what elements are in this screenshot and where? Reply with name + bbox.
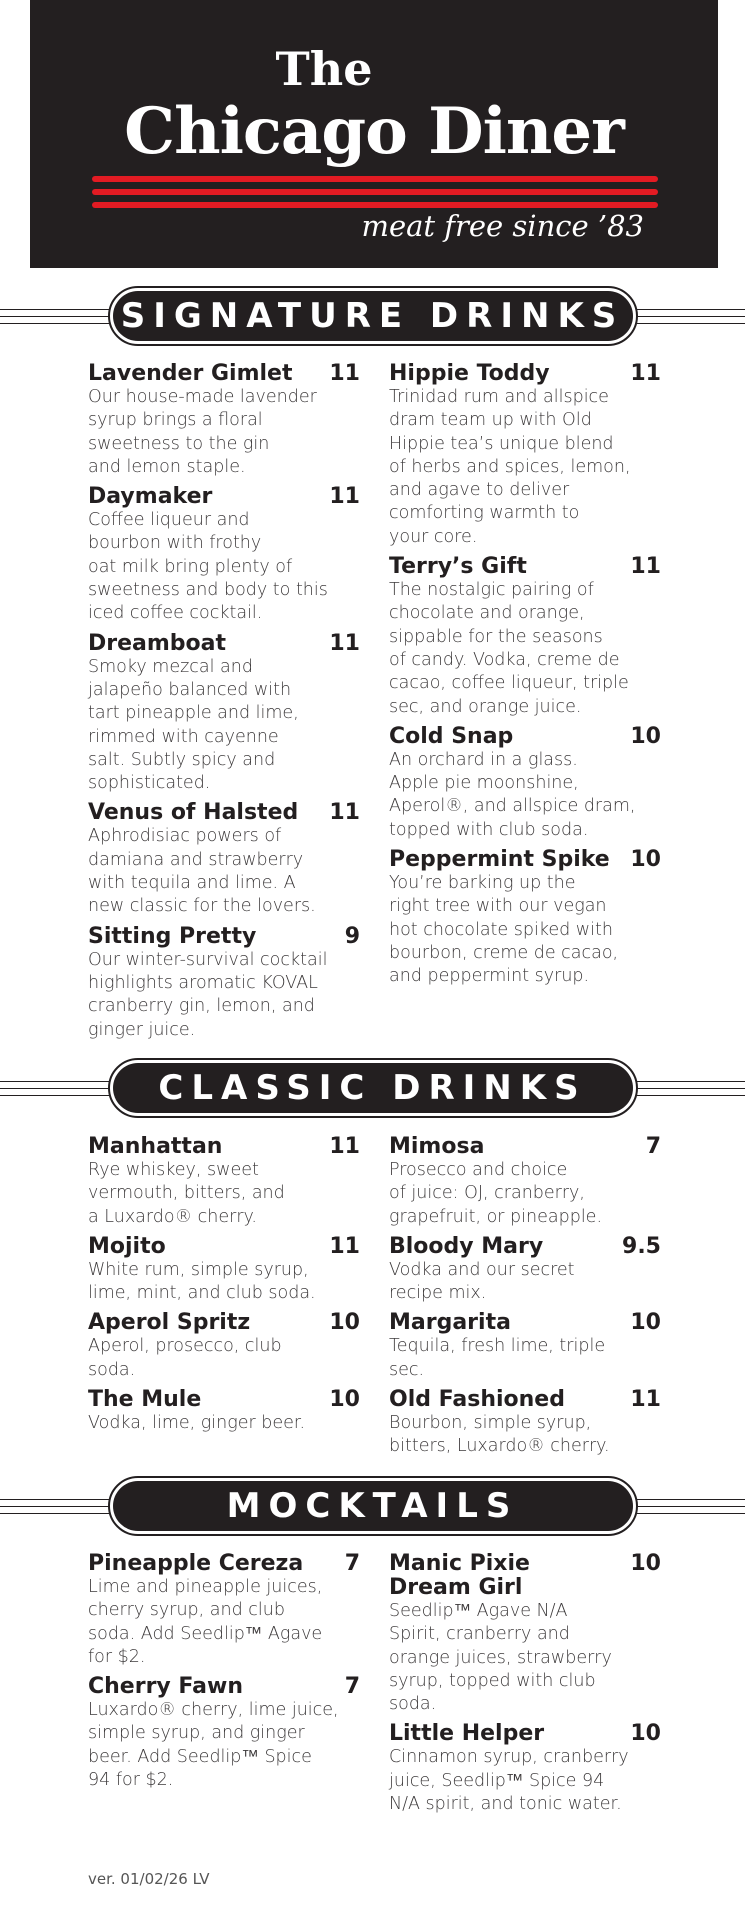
drink-price: 11 — [329, 484, 360, 510]
classic-left-column — [88, 1135, 360, 1441]
drink-name: Venus of Halsted — [88, 800, 299, 826]
menu-item — [88, 925, 360, 1042]
drink-description: Vodka, lime, ginger beer. — [88, 1413, 306, 1434]
menu-item-header — [88, 485, 360, 509]
menu-item — [88, 1388, 360, 1435]
menu-item-header — [88, 1235, 360, 1259]
menu-item — [88, 1311, 360, 1382]
header-logo — [30, 0, 718, 268]
menu-item — [88, 1675, 360, 1792]
menu-item-header — [389, 1311, 661, 1335]
drink-price: 11 — [630, 554, 661, 580]
drink-description: Rye whiskey, sweet vermouth, bitters, and a Luxardo® cherry. — [88, 1160, 285, 1227]
mocktails-left-column — [88, 1552, 360, 1798]
menu-item — [88, 801, 360, 918]
red-stripe — [92, 176, 658, 182]
drink-name: Mimosa — [389, 1134, 485, 1159]
drink-price: 7 — [645, 1134, 661, 1159]
menu-item — [389, 1235, 661, 1306]
drink-description: An orchard in a glass. Apple pie moonshine, Aperol®, and allspice dram, topped with club soda. — [389, 749, 636, 840]
menu-item — [88, 362, 360, 479]
menu-item-header — [88, 1388, 360, 1412]
drink-name: Dreamboat — [88, 630, 227, 656]
menu-item-header — [389, 725, 661, 749]
menu-item-header — [389, 362, 661, 386]
drink-name: The Mule — [88, 1387, 202, 1413]
drink-description: Luxardo® cherry, lime juice, simple syrup, and ginger beer. Add Seedlip™ Spice 94 for $2. — [88, 1700, 339, 1791]
menu-item-header — [88, 1135, 360, 1159]
drink-description: Our winter-survival cocktail highlights aromatic KOVAL cranberry gin, lemon, and ginger juice. — [88, 949, 328, 1040]
drink-name: Old Fashioned — [389, 1387, 565, 1413]
drink-name: Bloody Mary — [389, 1233, 544, 1259]
drink-name: Daymaker — [88, 484, 213, 510]
menu-item — [389, 1552, 661, 1716]
drink-price: 7 — [344, 1674, 360, 1700]
section-title: SIGNATURE DRINKS — [113, 291, 633, 341]
drink-name: Pineapple Cereza — [88, 1551, 304, 1576]
drink-description: The nostalgic pairing of chocolate and orange, sippable for the seasons of candy. Vodka, creme de cacao, coffee liqueur, triple sec, and orange juice. — [389, 580, 629, 717]
menu-item-header — [389, 1235, 661, 1259]
drink-name: Peppermint Spike — [389, 847, 610, 873]
drink-name: Aperol Spritz — [88, 1310, 251, 1336]
drink-price: 11 — [329, 630, 360, 656]
drink-price: 10 — [630, 1721, 661, 1747]
section-banner-classic — [0, 1058, 745, 1118]
drink-name: Hippie Toddy — [389, 361, 550, 386]
section-banner-signature — [0, 286, 745, 346]
drink-description: Prosecco and choice of juice: OJ, cranberry, grapefruit, or pineapple. — [389, 1160, 603, 1227]
drink-description: Seedlip™ Agave N/A Spirit, cranberry and orange juices, strawberry syrup, topped with club soda. — [389, 1601, 612, 1715]
drink-price: 9.5 — [622, 1233, 661, 1259]
signature-left-column — [88, 362, 360, 1048]
drink-description: White rum, simple syrup, lime, mint, and club soda. — [88, 1259, 316, 1304]
menu-item — [389, 1388, 661, 1459]
menu-item-header — [88, 925, 360, 949]
menu-item-header — [389, 555, 661, 579]
drink-price: 9 — [344, 923, 360, 949]
section-title: MOCKTAILS — [113, 1481, 633, 1531]
drink-price: 10 — [630, 1551, 661, 1576]
drink-name: Terry’s Gift — [389, 554, 527, 580]
drink-name: Manic Pixie Dream Girl — [389, 1551, 530, 1600]
drink-description: Our house-made lavender syrup brings a floral sweetness to the gin and lemon staple. — [88, 387, 317, 477]
menu-item-header — [88, 632, 360, 656]
menu-item-header — [88, 362, 360, 386]
menu-item-header — [88, 1552, 360, 1576]
drink-name: Cherry Fawn — [88, 1674, 243, 1700]
menu-item-header — [389, 1135, 661, 1159]
drink-description: Aperol, prosecco, club soda. — [88, 1336, 282, 1380]
drink-name: Sitting Pretty — [88, 923, 257, 949]
drink-description: Trinidad rum and allspice dram team up with Old Hippie tea’s unique blend of herbs and spices, lemon, and agave to deliver comforting warmth to your core. — [389, 387, 631, 547]
drink-name: Mojito — [88, 1233, 166, 1259]
tagline: meat free since ’83 — [361, 209, 644, 243]
drink-price: 7 — [344, 1551, 360, 1576]
drink-description: You’re barking up the right tree with our vegan hot chocolate spiked with bourbon, creme de cacao, and peppermint syrup. — [389, 873, 619, 987]
drink-price: 10 — [630, 847, 661, 873]
menu-item — [88, 1235, 360, 1306]
menu-item — [389, 848, 661, 988]
drink-price: 11 — [329, 1134, 360, 1159]
drink-price: 11 — [329, 1233, 360, 1259]
menu-item — [88, 1135, 360, 1229]
section-banner-mocktails — [0, 1476, 745, 1536]
drink-description: Tequila, fresh lime, triple sec. — [389, 1336, 606, 1380]
menu-item-header — [389, 1552, 661, 1600]
menu-item-header — [389, 1388, 661, 1412]
drink-description: Coffee liqueur and bourbon with frothy oat milk bring plenty of sweetness and body to this iced coffee cocktail. — [88, 510, 328, 624]
drink-description: Vodka and our secret recipe mix. — [389, 1259, 575, 1304]
drink-price: 11 — [630, 361, 661, 386]
brand-name: Chicago Diner — [124, 94, 624, 169]
red-stripe — [92, 189, 658, 195]
section-title: CLASSIC DRINKS — [113, 1063, 633, 1113]
drink-name: Lavender Gimlet — [88, 361, 293, 386]
drink-price: 10 — [630, 723, 661, 749]
drink-description: Lime and pineapple juices, cherry syrup, and club soda. Add Seedlip™ Agave for $2. — [88, 1577, 323, 1667]
drink-description: Cinnamon syrup, cranberry juice, Seedlip™ Spice 94 N/A spirit, and tonic water. — [389, 1747, 629, 1815]
mocktails-right-column — [389, 1552, 661, 1822]
menu-item — [389, 1135, 661, 1229]
drink-description: Smoky mezcal and jalapeño balanced with tart pineapple and lime, rimmed with cayenne salt. Subtly spicy and sophisticated. — [88, 656, 299, 794]
drink-price: 11 — [329, 800, 360, 826]
drink-price: 10 — [329, 1310, 360, 1336]
brand-the: The — [275, 42, 373, 96]
menu-item-header — [88, 1311, 360, 1335]
version-note: ver. 01/02/26 LV — [88, 1870, 210, 1888]
menu-item — [88, 1552, 360, 1669]
menu-item — [389, 555, 661, 719]
menu-item — [389, 362, 661, 549]
menu-item-header — [389, 848, 661, 872]
red-stripe — [92, 202, 658, 208]
drink-name: Margarita — [389, 1310, 511, 1336]
menu-item — [389, 1722, 661, 1816]
classic-right-column — [389, 1135, 661, 1465]
menu-item-header — [88, 1675, 360, 1699]
drink-description: Bourbon, simple syrup, bitters, Luxardo® cherry. — [389, 1413, 610, 1457]
drink-price: 11 — [630, 1387, 661, 1413]
menu-item — [88, 485, 360, 625]
menu-item — [88, 632, 360, 796]
drink-name: Little Helper — [389, 1721, 545, 1747]
drink-name: Manhattan — [88, 1134, 223, 1159]
menu-item — [389, 1311, 661, 1382]
menu-item — [389, 725, 661, 842]
signature-right-column — [389, 362, 661, 995]
drink-price: 10 — [329, 1387, 360, 1413]
drink-price: 11 — [329, 361, 360, 386]
drink-name: Cold Snap — [389, 723, 514, 749]
drink-price: 10 — [630, 1310, 661, 1336]
drink-description: Aphrodisiac powers of damiana and strawberry with tequila and lime. A new classic for the lovers. — [88, 826, 316, 917]
menu-item-header — [389, 1722, 661, 1746]
menu-item-header — [88, 801, 360, 825]
